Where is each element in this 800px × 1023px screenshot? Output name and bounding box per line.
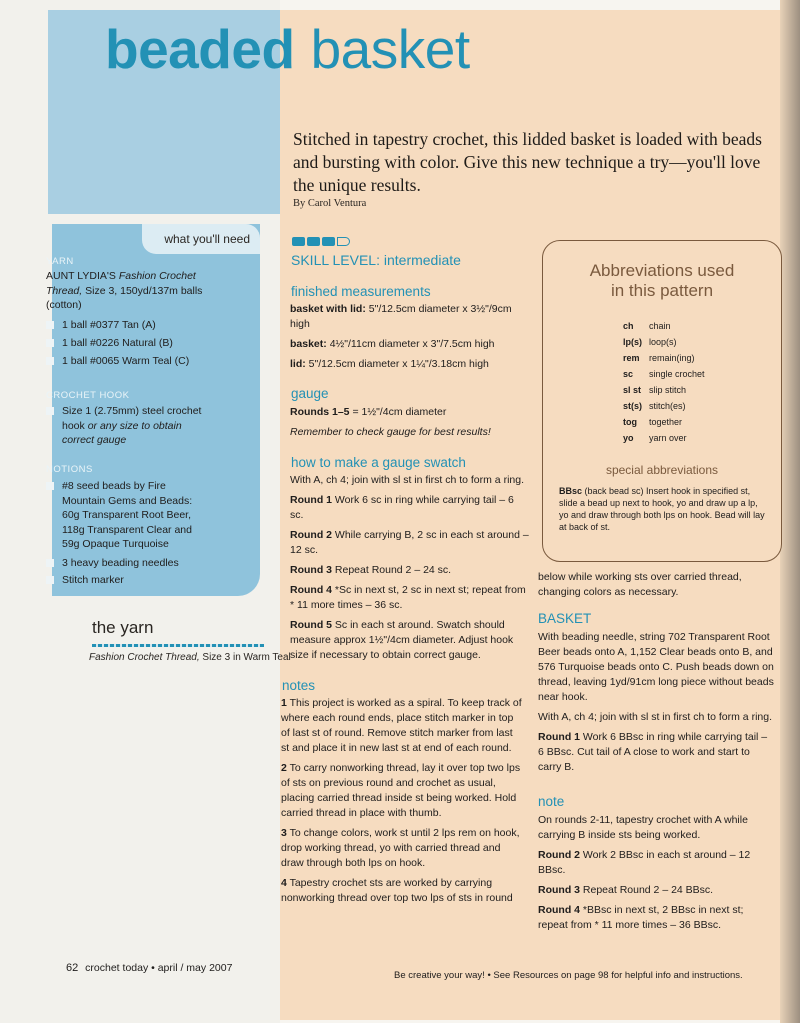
- note-text: To carry nonworking thread, lay it over top two lps of sts on previous round and crochet as usual, placing carried thread inside st being worked. Hold carried thread in place with thumb.: [281, 762, 521, 819]
- round-text: Repeat Round 2 – 24 BBsc.: [582, 884, 714, 896]
- yarn-item-label: 1 ball #0065 Warm Teal (C): [62, 355, 190, 367]
- intro-text: Stitched in tapestry crochet, this lidded basket is loaded with beads and bursting with color. Give this new technique a try—you'll love the unique results.: [293, 129, 762, 195]
- checkbox-icon: [46, 357, 54, 365]
- abbr-row: [623, 337, 677, 347]
- measure-label: basket with lid:: [290, 303, 366, 315]
- page-footer: [66, 962, 232, 974]
- notions-item-label: Stitch marker: [62, 574, 124, 586]
- round-label: Round 5: [290, 619, 332, 631]
- basket-text: With beading needle, string 702 Transparent Root Beer beads onto A, 1,152 Clear beads onto B, and 576 Turquoise beads onto C. Push beads down on thread, leaving 1yd/91cm long piece without beads near hook.: [538, 631, 774, 703]
- measure-label: lid:: [290, 358, 306, 370]
- byline: By Carol Ventura: [293, 198, 367, 209]
- abbr-value: single crochet: [649, 369, 705, 379]
- swatch-round: [290, 528, 530, 558]
- the-yarn-caption: [89, 652, 291, 663]
- note-block: [538, 813, 774, 938]
- notions-item: [46, 573, 206, 588]
- yarn-item: [46, 336, 206, 351]
- abbreviations-title: [543, 261, 781, 301]
- skill-pip-empty: [337, 237, 350, 246]
- swatch-block: [290, 473, 530, 668]
- round-label: Round 3: [290, 564, 332, 576]
- hook-alt: or any size to obtain correct gauge: [62, 419, 182, 446]
- abbr-key: tog: [623, 417, 637, 427]
- note-item: [281, 826, 523, 871]
- skill-pip: [322, 237, 335, 246]
- sidebar-tag-label: what you'll need: [164, 232, 250, 246]
- yarn-heading: YARN: [46, 256, 74, 267]
- yarn-item-label: 1 ball #0226 Natural (B): [62, 337, 173, 349]
- special-abbreviations-heading: special abbreviations: [605, 463, 719, 477]
- bbsc-definition: [559, 485, 769, 533]
- measure-basket: [290, 337, 530, 352]
- notions-item: [46, 556, 206, 571]
- abbr-key: sl st: [623, 385, 642, 395]
- note-num: 2: [281, 762, 287, 774]
- abbr-row: [623, 353, 695, 363]
- measurements-block: [290, 302, 530, 377]
- round-label: Round 1: [290, 494, 332, 506]
- swatch-round: [290, 583, 530, 613]
- abbr-key: sc: [623, 369, 634, 379]
- yarn-item: [46, 318, 206, 333]
- gauge-rounds-label: Rounds 1–5: [290, 406, 350, 418]
- page-spine-shadow: [780, 0, 800, 1023]
- round-text: *Sc in next st, 2 sc in next st; repeat from * 11 more times – 36 sc.: [290, 584, 526, 611]
- basket-block: [538, 630, 774, 780]
- note-text: This project is worked as a spiral. To keep track of where each round ends, place stitch marker in top of last st of round. Remove stitch marker from last st and place it in new last st at end of each round.: [281, 697, 522, 754]
- round-text: Work 6 BBsc in ring while carrying tail – 6 BBsc. Cut tail of A close to work and start to carry B.: [538, 731, 768, 773]
- footer-tip: Be creative your way! • See Resources on page 98 for helpful info and instructions.: [394, 970, 743, 981]
- note-heading: note: [538, 794, 565, 809]
- round-label: Round 4: [290, 584, 332, 596]
- basket-round: [538, 883, 774, 898]
- swatch-round: [290, 563, 530, 578]
- abbr-value: together: [649, 417, 683, 427]
- round-label: Round 3: [538, 884, 580, 896]
- gauge-block: [290, 405, 530, 445]
- gauge-rounds-value: = 1½"/4cm diameter: [352, 406, 447, 418]
- measure-basket-lid: [290, 302, 530, 332]
- measurements-heading: finished measurements: [291, 284, 431, 299]
- abbr-value: stitch(es): [649, 401, 686, 411]
- abbr-row: [623, 417, 682, 427]
- abbreviations-box: [542, 240, 782, 562]
- note-item: [281, 876, 523, 906]
- abbr-title-line: Abbreviations used: [589, 261, 735, 280]
- checkbox-icon: [46, 482, 54, 490]
- page-number: 62: [66, 962, 79, 974]
- measure-value: 4½"/11cm diameter x 3"/7.5cm high: [329, 338, 495, 350]
- measure-label: basket:: [290, 338, 327, 350]
- notes-heading: notes: [282, 678, 316, 693]
- bbsc-label: BBsc: [559, 486, 583, 496]
- sidebar-tag: [142, 224, 260, 254]
- measure-value: 5"/12.5cm diameter x 3½"/9cm high: [290, 303, 512, 330]
- round-text: Sc in each st around. Swatch should measure approx 1½"/4cm diameter. Adjust hook size if necessary to obtain correct gauge.: [290, 619, 514, 661]
- magazine-name: crochet today • april / may 2007: [85, 962, 233, 974]
- the-yarn-rule: [92, 644, 264, 647]
- notions-item: [46, 479, 206, 550]
- yarn-caption-name: Fashion Crochet Thread,: [89, 652, 200, 663]
- abbr-row: [623, 401, 686, 411]
- round-text: Work 6 sc in ring while carrying tail – 6 sc.: [290, 494, 514, 521]
- abbr-key: yo: [623, 433, 634, 443]
- hook-heading: CROCHET HOOK: [46, 390, 130, 401]
- note-text: To change colors, work st until 2 lps rem on hook, drop working thread, yo with carried thread and draw through both lps on hook.: [281, 827, 520, 869]
- skill-meter: [292, 233, 360, 243]
- round-text: While carrying B, 2 sc in each st around – 12 sc.: [290, 529, 529, 556]
- abbr-title-line: in this pattern: [610, 281, 714, 300]
- notions-item-text: #8 seed beads by Fire Mountain Gems and Beads: 60g Transparent Root Beer, 118g Transparent Clear and 59g Opaque Turquoise: [62, 480, 193, 550]
- swatch-intro: With A, ch 4; join with sl st in first ch to form a ring.: [290, 474, 524, 486]
- swatch-round: [290, 618, 530, 663]
- basket-ring: With A, ch 4; join with sl st in first ch to form a ring.: [538, 711, 772, 723]
- yarn-item: [46, 354, 206, 369]
- abbr-value: slip stitch: [649, 385, 687, 395]
- round-label: Round 2: [290, 529, 332, 541]
- abbr-row: [623, 321, 671, 331]
- yarn-description: [46, 269, 204, 313]
- swatch-heading: how to make a gauge swatch: [291, 455, 466, 470]
- title-word-beaded: beaded: [105, 18, 295, 80]
- abbr-row: [623, 433, 687, 443]
- abbr-row: [623, 369, 705, 379]
- bbsc-text: (back bead sc) Insert hook in specified st, slide a bead up next to hook, yo and draw up a lp, yo and draw through both lps on hook. Bead will lay at back of st.: [559, 486, 765, 532]
- notes-block: [281, 696, 523, 911]
- checkbox-icon: [46, 339, 54, 347]
- title-word-basket: basket: [310, 18, 470, 80]
- abbr-value: loop(s): [649, 337, 677, 347]
- note-item: [281, 696, 523, 756]
- note-text: Tapestry crochet sts are worked by carrying nonworking thread over top two lps of sts in round: [281, 877, 513, 904]
- abbr-key: lp(s): [623, 337, 642, 347]
- gauge-heading: gauge: [291, 386, 329, 401]
- round-text: Repeat Round 2 – 24 sc.: [334, 564, 452, 576]
- round-label: Round 4: [538, 904, 580, 916]
- abbr-key: st(s): [623, 401, 643, 411]
- yarn-item-label: 1 ball #0377 Tan (A): [62, 319, 156, 331]
- checkbox-icon: [46, 321, 54, 329]
- continued-text: below while working sts over carried thread, changing colors as necessary.: [538, 571, 742, 598]
- skill-pip: [307, 237, 320, 246]
- abbr-key: ch: [623, 321, 634, 331]
- note-text: On rounds 2-11, tapestry crochet with A while carrying B inside sts being worked.: [538, 814, 748, 841]
- abbr-key: rem: [623, 353, 640, 363]
- yarn-desc: Size 3, 150yd/137m balls (cotton): [46, 284, 203, 311]
- note-num: 3: [281, 827, 287, 839]
- hook-item: [46, 404, 206, 446]
- the-yarn-heading: the yarn: [92, 618, 154, 637]
- hook-text: Size 1 (2.75mm) steel crochet hook: [62, 405, 202, 432]
- measure-lid: [290, 357, 530, 372]
- abbr-row: [623, 385, 686, 395]
- abbr-value: yarn over: [649, 433, 687, 443]
- hook-item-text: [62, 404, 208, 448]
- abbr-value: chain: [649, 321, 671, 331]
- basket-heading: BASKET: [538, 611, 592, 626]
- skill-pip: [292, 237, 305, 246]
- checkbox-icon: [46, 559, 54, 567]
- checkbox-icon: [46, 407, 54, 415]
- gauge-rounds: [290, 405, 530, 420]
- gauge-remember: [290, 425, 530, 440]
- swatch-round: [290, 493, 530, 523]
- page-title: [105, 18, 470, 80]
- basket-round: [538, 848, 774, 878]
- note-item: [281, 761, 523, 821]
- skill-level: SKILL LEVEL: intermediate: [291, 252, 461, 268]
- round-text: *BBsc in next st, 2 BBsc in next st; repeat from * 11 more times – 36 BBsc.: [538, 904, 744, 931]
- yarn-brand: AUNT LYDIA'S: [46, 270, 116, 282]
- notions-heading: NOTIONS: [46, 464, 93, 475]
- checkbox-icon: [46, 576, 54, 584]
- round-label: Round 2: [538, 849, 580, 861]
- note-num: 1: [281, 697, 287, 709]
- measure-value: 5"/12.5cm diameter x 1¼"/3.18cm high: [308, 358, 489, 370]
- basket-round: [538, 730, 774, 775]
- gauge-remember-text: Remember to check gauge for best results!: [290, 426, 491, 438]
- notions-item-label: 3 heavy beading needles: [62, 557, 179, 569]
- abbr-value: remain(ing): [649, 353, 695, 363]
- round-text: Work 2 BBsc in each st around – 12 BBsc.: [538, 849, 751, 876]
- note-num: 4: [281, 877, 287, 889]
- yarn-name: Fashion Crochet Thread,: [46, 270, 196, 297]
- basket-round: [538, 903, 774, 933]
- yarn-caption-rest: Size 3 in Warm Teal: [202, 652, 291, 663]
- round-label: Round 1: [538, 731, 580, 743]
